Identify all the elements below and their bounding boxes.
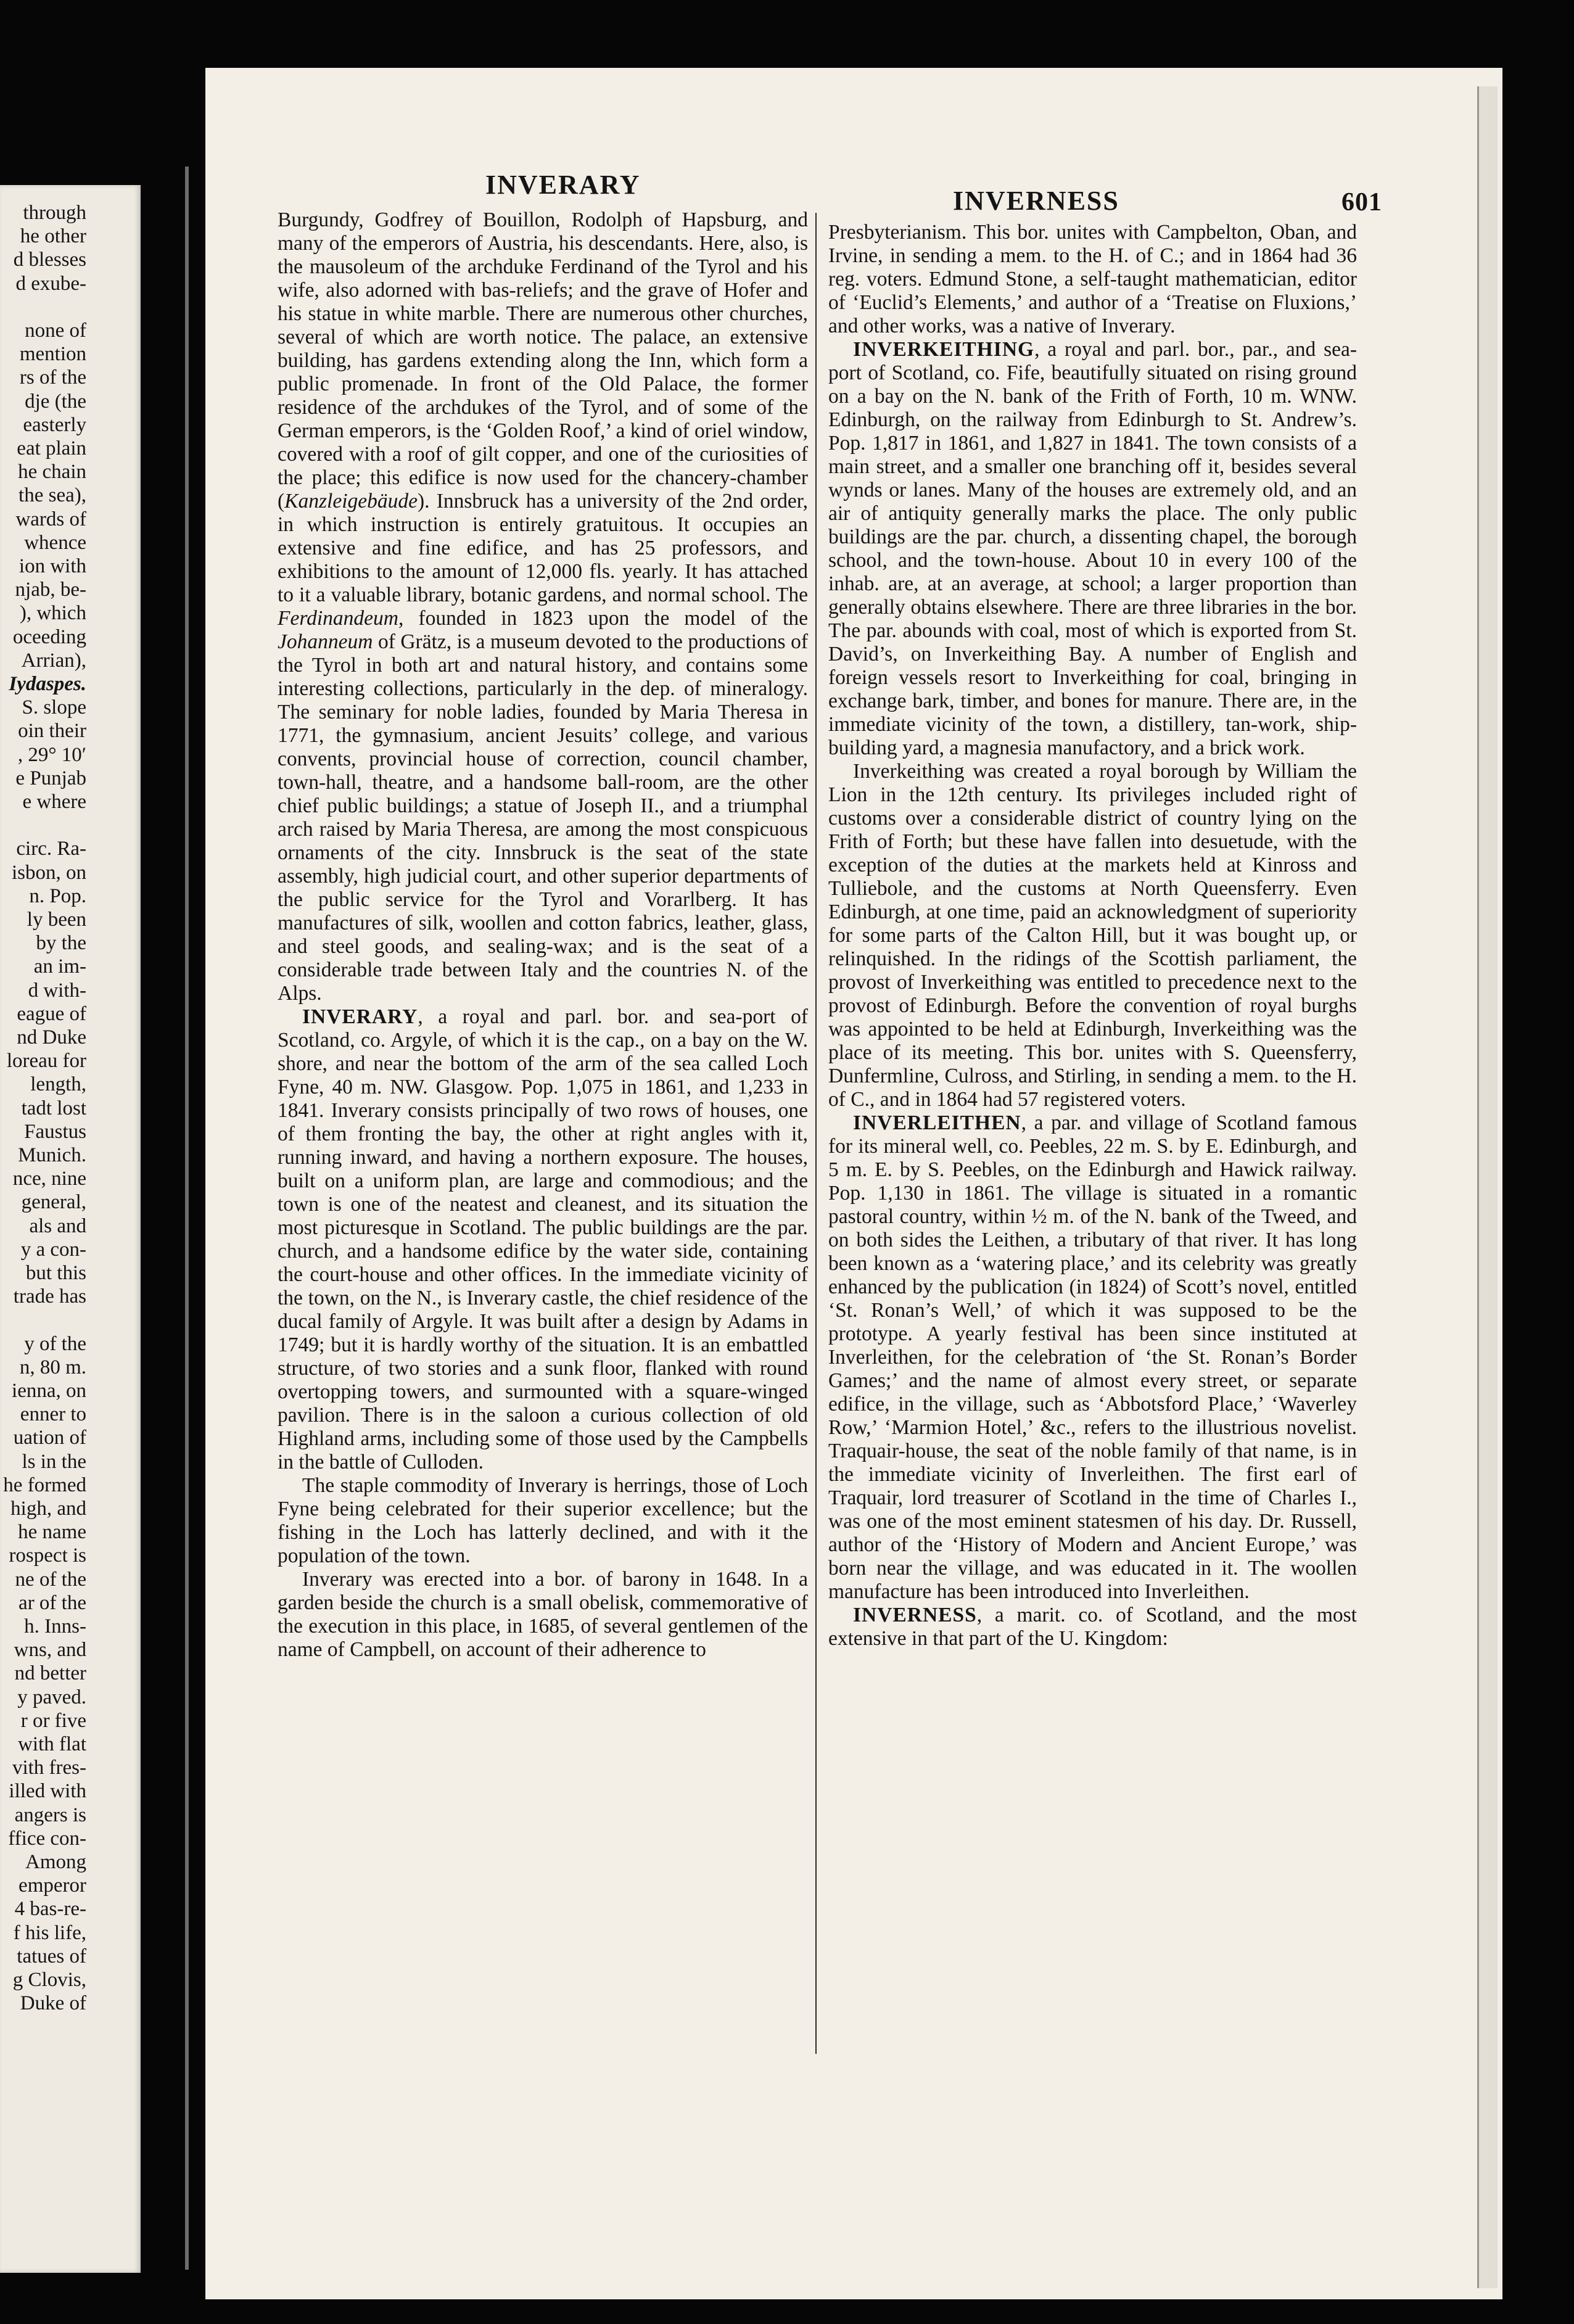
fragment-line: high, and: [10, 1498, 86, 1520]
fragment-line: illed with: [9, 1780, 86, 1803]
entry-heading: INVERKEITHING: [853, 338, 1035, 361]
fragment-line: an im-: [33, 955, 86, 978]
fragment-line: oin their: [18, 720, 86, 743]
fragment-line: the sea),: [19, 484, 86, 507]
fragment-line: nce, nine: [12, 1168, 86, 1190]
fragment-line: angers is: [14, 1803, 86, 1826]
fragment-line: loreau for: [6, 1050, 86, 1073]
paragraph-innsbruck-continued: Burgundy, Godfrey of Bouillon, Rodolph of Hapsburg, and many of the emperors of Austria, his descendants. Here, also, is the mausoleum of the archduke Ferdinand of the Tyrol and his wife, also adorned with bas-reliefs; and the grave of Hofer and his statue in white marble. There are numerous other churches, several of which are worth notice. The palace, an extensive building, has gardens extending along the Inn, which form a public promenade. In front of the Old Palace, the former residence of the archdukes of the Tyrol, and of some of the German emperors, is the ‘Golden Roof,’ a kind of oriel window, covered with a roof of gilt copper, and one of the curiosities of the place; this edifice is now used for the chancery-chamber (Kanzleigebäude). Innsbruck has a university of the 2nd order, in which instruction is entirely gratuitous. It occupies an extensive and fine edifice, and has 25 professors, and exhibitions to the amount of 12,000 fls. yearly. It has attached to it a valuable library, botanic gardens, and normal school. The Ferdinandeum, founded in 1823 upon the model of the Johanneum of Grätz, is a museum devoted to the productions of the Tyrol in both art and natural history, and contains some interesting collections, particularly in the dep. of mineralogy. The seminary for noble ladies, founded by Maria Theresa in 1771, the gymnasium, ancient Jesuits’ college, and various convents, provincial house of correction, council chamber, town-hall, theatre, and a handsome ball-room, are the other chief public buildings; a statue of Joseph II., and a triumphal arch raised by Maria Theresa, are among the most conspicuous ornaments of the city. Innsbruck is the seat of the state assembly, high judicial court, and other superior departments of the public service for the Tyrol and Vorarlberg. It has manufactures of silk, woollen and cotton fabrics, leather, glass, and steel goods, and sealing-wax; and is the seat of a considerable trade between Italy and the countries N. of the Alps.: [278, 208, 808, 1005]
entry-heading: INVERARY: [302, 1005, 418, 1028]
fragment-line: y paved.: [17, 1686, 86, 1708]
fragment-line: h. Inns-: [24, 1615, 86, 1638]
fragment-line: easterly: [23, 413, 86, 436]
fragment-line: Duke of: [20, 1992, 86, 2015]
fragment-line: oceeding: [12, 625, 86, 648]
fragment-line: 4 bas-re-: [14, 1898, 86, 1921]
fragment-line: y a con-: [20, 1238, 86, 1261]
fragment-line: n, 80 m.: [19, 1356, 86, 1378]
entry-inverary: INVERARY, a royal and parl. bor. and sea-port of Scotland, co. Argyle, of which it is the cap., on a bay on the W. shore, and near the bottom of the arm of the sea called Loch Fyne, 40 m. NW. Glasgow. Pop. 1,075 in 1861, and 1,233 in 1841. Inverary consists principally of two rows of houses, one of them fronting the bay, the other at right angles with it, running inward, and having a northern exposure. The houses, built on a uniform plan, are large and commodious; and the town is one of the neatest and cleanest, and its situation the most picturesque in Scotland. The public buildings are the par. church, and a handsome edifice by the water side, containing the court-house and other offices. In the immediate vicinity of the town, on the N., is Inverary castle, the chief residence of the ducal family of Argyle. It was built after a design by Adams in 1749; but it is hardly worthy of the situation. It is an embattled structure, of two stories and a sunk floor, flanked with round overtopping towers, and surmounted with a square-winged pavilion. There is in the saloon a curious collection of old Highland arms, including some of those used by the Campbells in the battle of Culloden.: [278, 1005, 808, 1473]
fragment-line: ), which: [19, 602, 86, 625]
fragment-line: wns, and: [14, 1639, 86, 1662]
fragment-line: d exube-: [15, 272, 86, 295]
fragment-line: d with-: [28, 979, 86, 1002]
fragment-line: ffice con-: [8, 1827, 86, 1850]
paragraph-inverkeithing-history: Inverkeithing was created a royal borough by William the Lion in the 12th century. Its privileges included right of customs over a considerable district of country lying on the Frith of Forth; but these have fallen into desuetude, with the exception of the duties at the markets held at Kinross and Tulliebole, and the customs at North Queensferry. Even Edinburgh, at one time, paid an acknowledgment of superiority for some parts of the Calton Hill, but it was bought up, or relinquished. In the ridings of the Scottish parliament, the provost of Inverkeithing was entitled to precedence next to the provost of Edinburgh. Before the convention of royal burghs was appointed to be held at Edinburgh, Inverkeithing was the place of its meeting. This bor. unites with S. Queensferry, Dunfermline, Culross, and Stirling, in sending a mem. to the H. of C., and in 1864 had 57 registered voters.: [828, 760, 1357, 1111]
fragment-line: nd better: [14, 1662, 86, 1685]
fragment-line: e Punjab: [15, 767, 86, 789]
fragment-line: ly been: [27, 909, 86, 931]
fragment-line: ls in the: [22, 1450, 86, 1473]
fragment-line: eat plain: [17, 437, 86, 459]
fragment-line: Arrian),: [21, 649, 86, 672]
page-edge: [1477, 86, 1498, 2288]
fragment-line: wards of: [15, 508, 86, 530]
fragment-line: Faustus: [24, 1120, 86, 1143]
fragment-line: als and: [29, 1214, 86, 1237]
fragment-line: nd Duke: [17, 1026, 86, 1049]
fragment-line: but this: [25, 1262, 86, 1284]
fragment-line: Iydaspes.: [9, 673, 86, 695]
fragment-line: , 29° 10′: [17, 743, 86, 766]
fragment-line: g Clovis,: [12, 1969, 86, 1991]
entry-inverleithen: INVERLEITHEN, a par. and village of Scotland famous for its mineral well, co. Peebles, 22 m. S. by E. Edinburgh, and 5 m. E. by S. Peebles, on the Edinburgh and Hawick railway. Pop. 1,130 in 1861. The village is situated in a romantic pastoral country, within ½ m. of the N. bank of the Tweed, and on both sides the Leithen, a tributary of that river. It has long been known as a ‘watering place,’ and its celebrity was greatly enhanced by the publication (in 1824) of Scott’s novel, entitled ‘St. Ronan’s Well,’ of which it was supposed to be the prototype. A yearly festival has been since instituted at Inverleithen, for the celebration of ‘the St. Ronan’s Border Games;’ and the name of almost every street, or separate edifice, in the village, such as ‘Abbotsford Place,’ ‘Waverley Row,’ ‘Marmion Hotel,’ &c., refers to the illustrious novelist. Traquair-house, the seat of the noble family of that name, is in the immediate vicinity of Inverleithen. The first earl of Traquair, lord treasurer of Scotland in the time of Charles I., was one of the most eminent statesmen of his day. Dr. Russell, author of the ‘History of Modern and Ancient Europe,’ was born near the village, and was educated in it. The woollen manufacture has been introduced into Inverleithen.: [828, 1111, 1357, 1603]
running-head-left: INVERARY: [485, 170, 641, 200]
fragment-line: tadt lost: [21, 1097, 86, 1119]
fragment-line: d blesses: [13, 249, 86, 271]
entry-heading: INVERNESS: [853, 1604, 977, 1626]
left-column: [278, 208, 808, 1662]
fragment-line: vith fres-: [12, 1757, 86, 1779]
fragment-line: he other: [20, 225, 86, 248]
fragment-line: Among: [25, 1851, 86, 1873]
previous-page-fragment: [0, 185, 141, 2273]
fragment-line: rospect is: [9, 1544, 86, 1567]
page-gutter: [185, 167, 189, 2270]
fragment-line: n. Pop.: [29, 884, 86, 907]
fragment-line: he name: [18, 1521, 86, 1544]
fragment-line: rs of the: [19, 366, 86, 389]
fragment-line: ion with: [19, 555, 86, 577]
fragment-line: y of the: [24, 1332, 86, 1355]
fragment-line: ienna, on: [12, 1380, 86, 1402]
fragment-line: emperor: [19, 1874, 86, 1897]
fragment-line: trade has: [13, 1285, 86, 1308]
running-head-right: INVERNESS: [953, 186, 1119, 216]
right-column: [828, 221, 1357, 1650]
fragment-line: dje (the: [25, 390, 86, 413]
fragment-line: ar of the: [19, 1591, 86, 1614]
paragraph-inverary-continued: Presbyterianism. This bor. unites with Campbelton, Oban, and Irvine, in sending a mem. to the H. of C.; and in 1864 had 36 reg. voters. Edmund Stone, a self-taught mathematician, editor of ‘Euclid’s Elements,’ and author of a ‘Treatise on Fluxions,’ and other works, was a native of Inverary.: [828, 221, 1357, 337]
fragment-line: f his life,: [13, 1921, 86, 1944]
fragment-line: general,: [21, 1191, 86, 1214]
fragment-line: by the: [36, 932, 86, 955]
page-number: 601: [1341, 188, 1382, 216]
fragment-line: through: [23, 202, 86, 224]
fragment-line: tatues of: [17, 1945, 86, 1968]
fragment-line: njab, be-: [15, 579, 86, 601]
fragment-line: enner to: [20, 1403, 86, 1426]
fragment-line: isbon, on: [11, 861, 86, 884]
fragment-line: with flat: [18, 1733, 86, 1755]
fragment-line: e where: [22, 791, 86, 813]
fragment-line: S. slope: [22, 696, 86, 719]
fragment-line: ne of the: [15, 1568, 86, 1591]
fragment-line: mention: [19, 343, 86, 366]
fragment-line: r or five: [20, 1709, 86, 1732]
fragment-line: circ. Ra-: [16, 838, 86, 860]
fragment-line: uation of: [13, 1427, 86, 1449]
paragraph-inverary-barony: Inverary was erected into a bor. of barony in 1648. In a garden beside the church is a small obelisk, commemorative of the execution in this place, in 1685, of several gentlemen of the name of Campbell, on account of their adherence to: [278, 1568, 808, 1661]
entry-inverness: INVERNESS, a marit. co. of Scotland, and the most extensive in that part of the U. Kingdom:: [828, 1604, 1357, 1650]
entry-heading: INVERLEITHEN: [853, 1111, 1021, 1134]
fragment-line: eague of: [17, 1002, 86, 1025]
fragment-line: whence: [24, 531, 86, 554]
fragment-line: he formed: [3, 1473, 86, 1496]
fragment-line: length,: [30, 1073, 86, 1096]
fragment-line: he chain: [18, 461, 86, 484]
paragraph-inverary-herrings: The staple commodity of Inverary is herrings, those of Loch Fyne being celebrated for their superior excellence; but the fishing in the Loch has latterly declined, and with it the population of the town.: [278, 1474, 808, 1567]
fragment-line: none of: [25, 319, 86, 342]
entry-inverkeithing: INVERKEITHING, a royal and parl. bor., par., and sea-port of Scotland, co. Fife, beautifully situated on rising ground on a bay on the N. bank of the Frith of Forth, 10 m. WNW. Edinburgh, on the railway from Edinburgh to St. Andrew’s. Pop. 1,817 in 1861, and 1,827 in 1841. The town consists of a main street, and a smaller one branching off it, besides several wynds or lanes. Many of the houses are extremely old, and an air of antiquity generally marks the place. The only public buildings are the par. church, a dissenting chapel, the borough school, and the town-house. About 10 in every 100 of the inhab. are, at an average, at school; a larger proportion than generally obtains elsewhere. There are three libraries in the bor. The par. abounds with coal, most of which is exported from St. David’s, on Inverkeithing Bay. A number of English and foreign vessels resort to Inverkeithing for coal, bringing in exchange bark, timber, and bones for manure. There are, in the immediate vicinity of the town, a distillery, tan-work, ship-building yard, a magnesia manufactory, and a brick work.: [828, 338, 1357, 759]
fragment-line: Munich.: [18, 1144, 86, 1166]
column-divider: [815, 213, 817, 2054]
